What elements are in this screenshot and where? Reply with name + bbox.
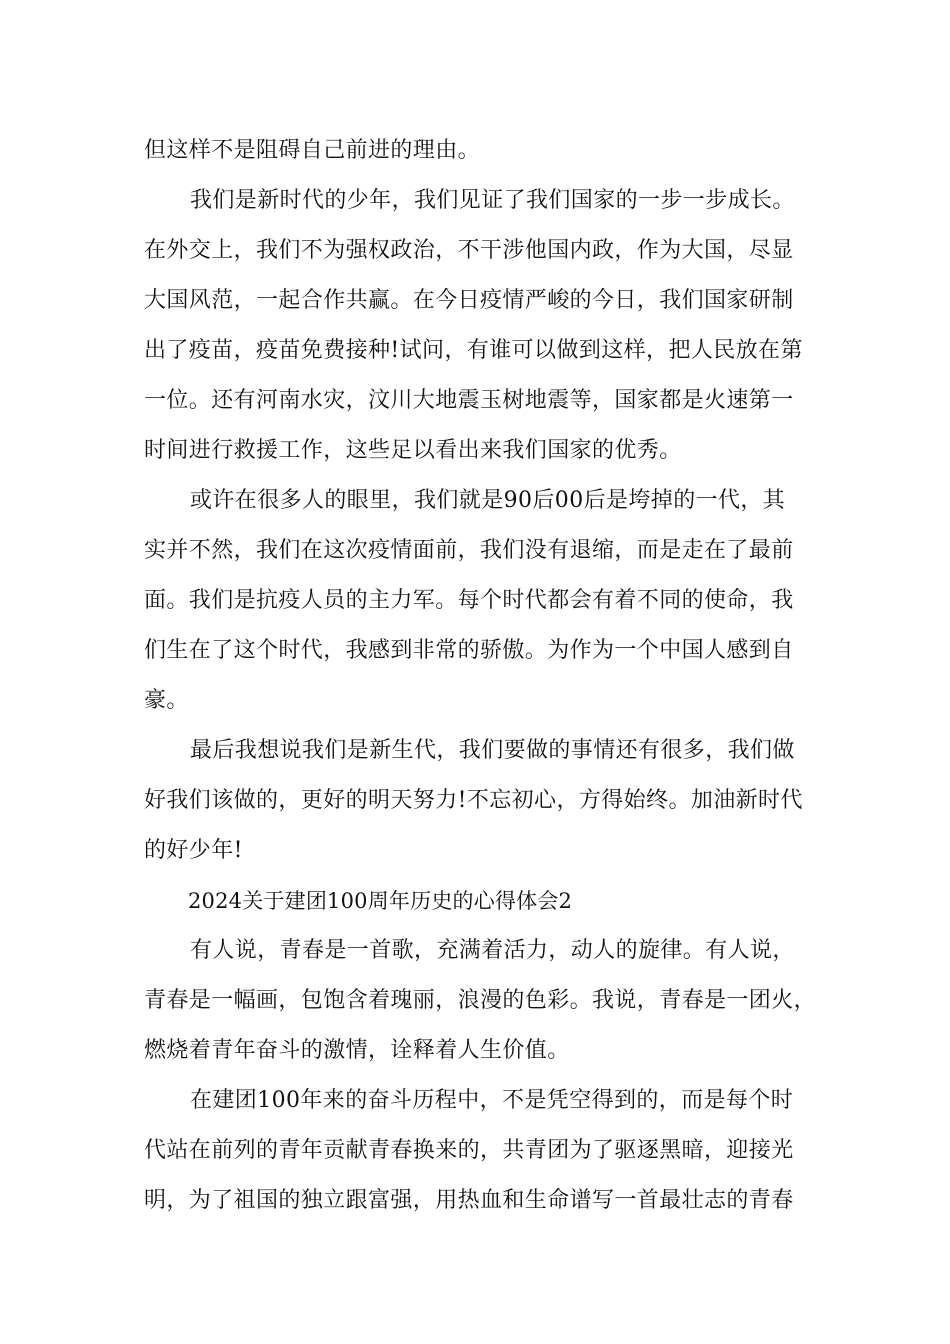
section-heading: 2024关于建团100周年历史的心得体会2 xyxy=(188,889,573,913)
paragraph-first-line: 或许在很多人的眼里，我们就是90后00后是垮掉的一代，其 xyxy=(190,488,786,513)
text-line: 明，为了祖国的独立跟富强，用热血和生命谱写一首最壮志的青春 xyxy=(144,1188,794,1213)
text-line: 一位。还有河南水灾，汶川大地震玉树地震等，国家都是火速第一 xyxy=(144,388,794,413)
text-line: 出了疫苗，疫苗免费接种!试问，有谁可以做到这样，把人民放在第 xyxy=(144,338,803,363)
text-line: 燃烧着青年奋斗的激情，诠释着人生价值。 xyxy=(144,1038,570,1063)
paragraph-first-line: 在建团100年来的奋斗历程中，不是凭空得到的，而是每个时 xyxy=(190,1088,794,1113)
text-line: 在外交上，我们不为强权政治，不干涉他国内政，作为大国，尽显 xyxy=(144,238,794,263)
text-line: 豪。 xyxy=(144,688,189,713)
text-line: 好我们该做的，更好的明天努力!不忘初心，方得始终。加油新时代 xyxy=(144,788,803,813)
text-line: 青春是一幅画，包饱含着瑰丽，浪漫的色彩。我说，青春是一团火， xyxy=(144,988,817,1013)
text-line: 大国风范，一起合作共赢。在今日疫情严峻的今日，我们国家研制 xyxy=(144,288,794,313)
paragraph-first-line: 有人说，青春是一首歌，充满着活力，动人的旋律。有人说， xyxy=(190,938,795,963)
text-line: 面。我们是抗疫人员的主力军。每个时代都会有着不同的使命，我 xyxy=(144,588,794,613)
text-line: 们生在了这个时代，我感到非常的骄傲。为作为一个中国人感到自 xyxy=(144,638,794,663)
text-line: 的好少年! xyxy=(144,838,243,863)
text-line: 代站在前列的青年贡献青春换来的，共青团为了驱逐黑暗，迎接光 xyxy=(144,1138,794,1163)
text-line: 实并不然，我们在这次疫情面前，我们没有退缩，而是走在了最前 xyxy=(144,538,794,563)
paragraph-first-line: 最后我想说我们是新生代，我们要做的事情还有很多，我们做 xyxy=(190,738,795,763)
text-line: 但这样不是阻碍自己前进的理由。 xyxy=(144,138,481,163)
text-line: 时间进行救援工作，这些足以看出来我们国家的优秀。 xyxy=(144,438,682,463)
paragraph-first-line: 我们是新时代的少年，我们见证了我们国家的一步一步成长。 xyxy=(190,188,795,213)
